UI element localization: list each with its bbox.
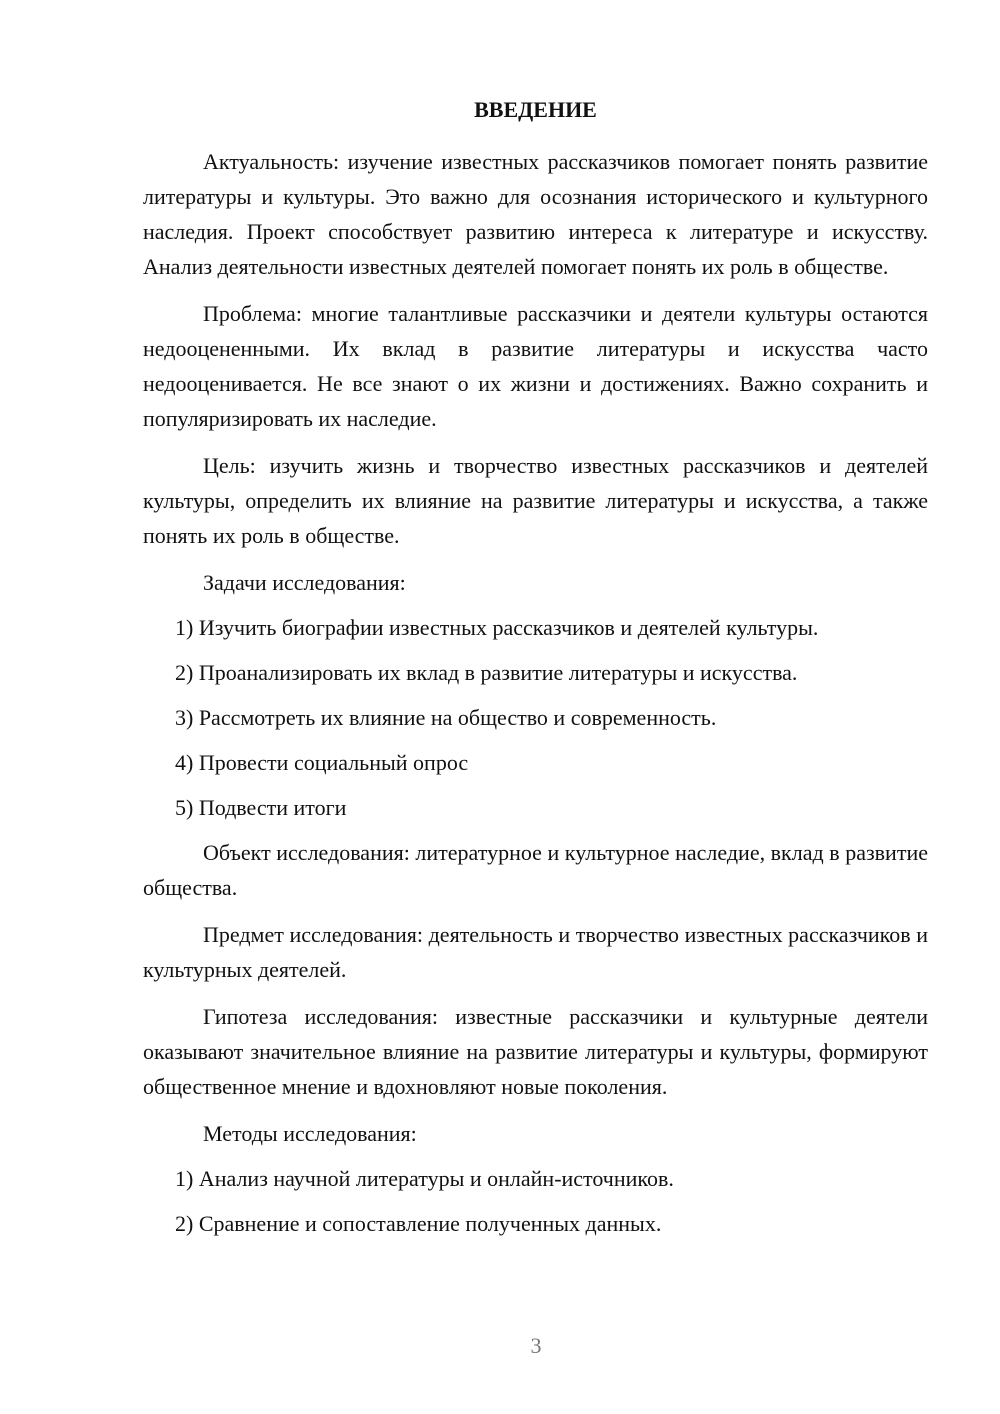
- method-item: 1) Анализ научной литературы и онлайн-источников.: [175, 1166, 674, 1191]
- goal-paragraph: Цель: изучить жизнь и творчество известных рассказчиков и деятелей культуры, определить их влияние на развитие литературы и искусства, а также понять их роль в обществе.: [143, 453, 928, 548]
- document-page: [143, 94, 928, 1251]
- hypothesis-paragraph: Гипотеза исследования: известные рассказчики и культурные деятели оказывают значительное влияние на развитие литературы и культуры, формируют общественное мнение и вдохновляют новые поколения.: [143, 1004, 928, 1099]
- task-item: 1) Изучить биографии известных рассказчиков и деятелей культуры.: [175, 615, 819, 640]
- task-item: 5) Подвести итоги: [175, 795, 347, 820]
- subject-paragraph: Предмет исследования: деятельность и творчество известных рассказчиков и культурных деятелей.: [143, 922, 928, 982]
- page-title: ВВЕДЕНИЕ: [474, 97, 597, 122]
- task-item: 4) Провести социальный опрос: [175, 750, 469, 775]
- method-item: 2) Сравнение и сопоставление полученных данных.: [175, 1211, 662, 1236]
- task-item: 3) Рассмотреть их влияние на общество и современность.: [175, 705, 717, 730]
- problem-paragraph: Проблема: многие талантливые рассказчики и деятели культуры остаются недооцененными. Их вклад в развитие литературы и искусства часто недооценивается. Не все знают о их жизни и достижениях. Важно сохранить и популяризировать их наследие.: [143, 301, 928, 431]
- relevance-paragraph: Актуальность: изучение известных рассказчиков помогает понять развитие литературы и культуры. Это важно для осознания исторического и культурного наследия. Проект способствует развитию интереса к литературе и искусству. Анализ деятельности известных деятелей помогает понять их роль в обществе.: [143, 149, 928, 279]
- page-number: 3: [530, 1333, 542, 1358]
- methods-label: Методы исследования:: [203, 1121, 417, 1146]
- task-item: 2) Проанализировать их вклад в развитие литературы и искусства.: [175, 660, 798, 685]
- tasks-label: Задачи исследования:: [203, 570, 406, 595]
- object-paragraph: Объект исследования: литературное и культурное наследие, вклад в развитие общества.: [143, 840, 928, 900]
